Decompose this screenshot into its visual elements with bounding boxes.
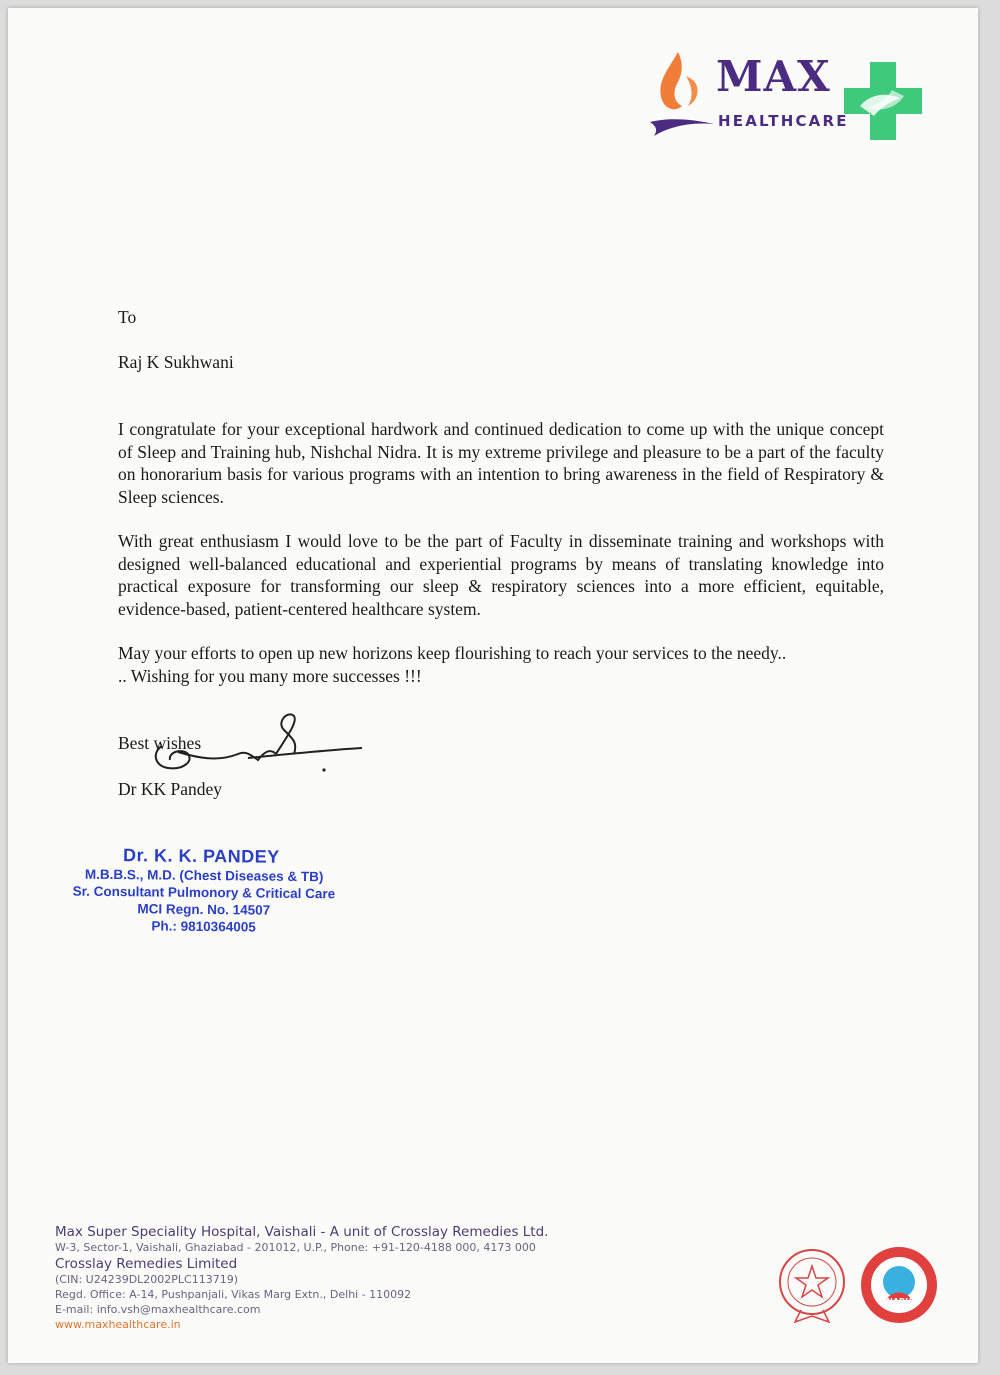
closing: Best wishes — [118, 733, 202, 753]
footer-hospital: Max Super Speciality Hospital, Vaishali - A unit of Crosslay Remedies Ltd. — [55, 1224, 549, 1240]
paragraph-2: With great enthusiasm I would love to be the part of Faculty in disseminate training and workshops with designed well-balanced educational and experiential programs by means of translating knowledge into practical exposure for transforming our sleep & respiratory sciences into a more efficient, equitable, evidence-based, patient-centered healthcare system. — [118, 531, 884, 619]
handwritten-signature — [148, 708, 378, 788]
stamp-name: Dr. K. K. PANDEY — [122, 845, 280, 867]
doctor-stamp — [54, 844, 355, 936]
footer — [55, 1224, 755, 1332]
letter-page — [8, 8, 978, 1363]
signer-name: Dr KK Pandey — [118, 779, 223, 799]
paragraph-3-line-2: .. Wishing for you many more successes !!! — [118, 665, 422, 686]
max-healthcare-logo — [648, 44, 948, 144]
stamp-designation: Sr. Consultant Pulmonory & Critical Care — [72, 883, 336, 902]
stamp-registration: MCI Regn. No. 14507 — [137, 901, 271, 918]
footer-cin: (CIN: U24239DL2002PLC113719) — [55, 1273, 239, 1286]
stamp-phone: Ph.: 9810364005 — [151, 918, 256, 935]
footer-regd-office: Regd. Office: A-14, Pushpanjali, Vikas Marg Extn., Delhi - 110092 — [55, 1288, 412, 1301]
footer-website: www.maxhealthcare.in — [55, 1318, 181, 1331]
recipient-name: Raj K Sukhwani — [118, 352, 234, 372]
footer-email: E-mail: info.vsh@maxhealthcare.com — [55, 1303, 261, 1316]
footer-company: Crosslay Remedies Limited — [55, 1256, 238, 1272]
salutation: To — [118, 307, 137, 327]
logo-max-text: MAX — [716, 52, 831, 101]
green-cross-icon — [840, 58, 926, 144]
nabh-seal-icon — [858, 1244, 940, 1326]
accreditation-seal-icon — [773, 1244, 851, 1324]
stamp-qualification: M.B.B.S., M.D. (Chest Diseases & TB) — [84, 866, 324, 885]
nabh-label: NABH — [886, 1297, 912, 1306]
paragraph-3-line-1: May your efforts to open up new horizons keep flourishing to reach your services to the needy.. — [118, 643, 787, 663]
logo-healthcare-text: HEALTHCARE — [718, 112, 849, 130]
footer-address: W-3, Sector-1, Vaishali, Ghaziabad - 201012, U.P., Phone: +91-120-4188 000, 4173 000 — [55, 1241, 536, 1254]
paragraph-1: I congratulate for your exceptional hardwork and continued dedication to come up with the unique concept of Sleep and Training hub, Nishchal Nidra. It is my extreme privilege and pleasure to be a part of the faculty on honorarium basis for various programs with an intention to bring awareness in the field of Respiratory & Sleep sciences. — [118, 419, 884, 507]
paragraph-3 — [118, 642, 884, 687]
flame-icon — [648, 48, 718, 140]
